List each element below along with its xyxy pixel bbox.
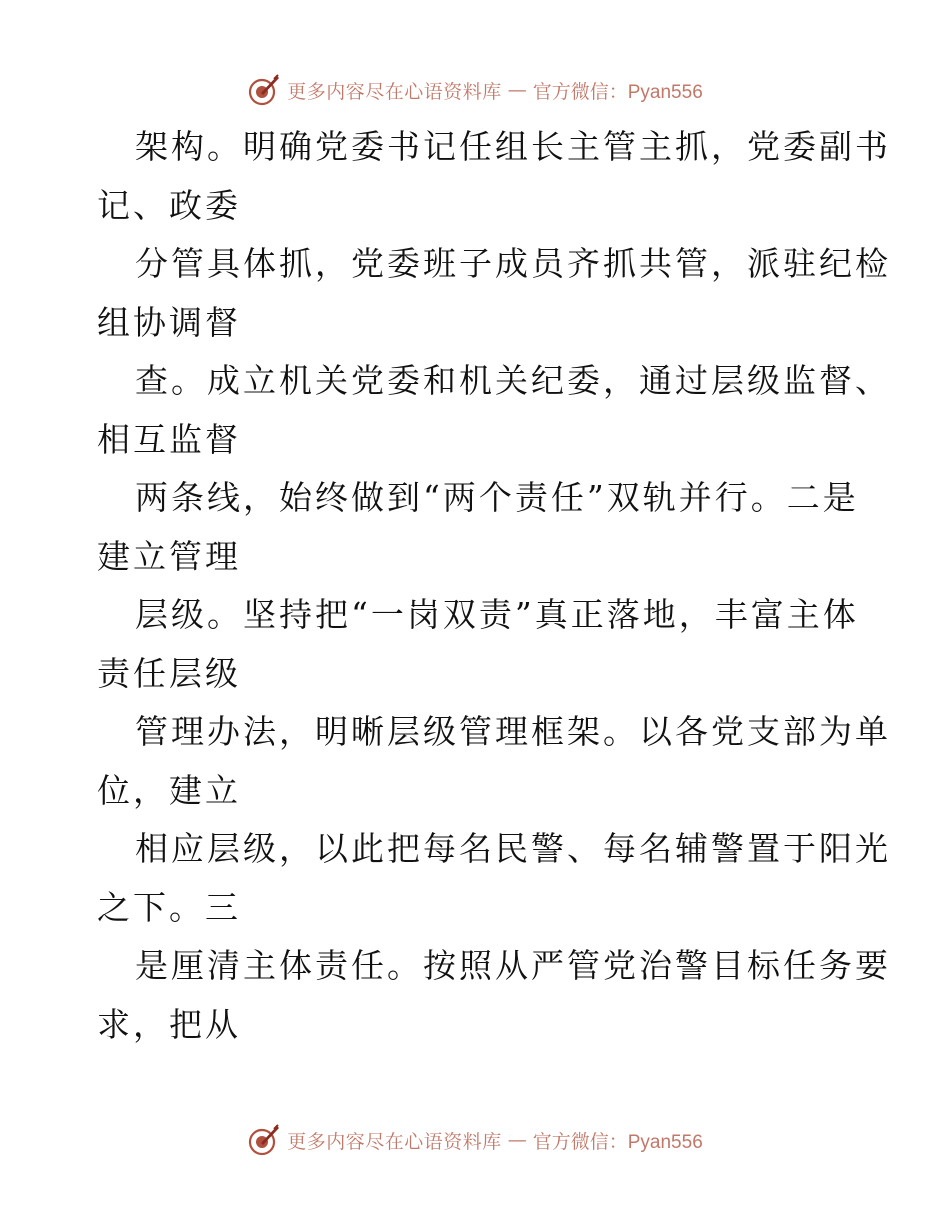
text-line: 架构。明确党委书记任组长主管主抓，党委副书	[135, 127, 891, 166]
text-line: 相应层级，以此把每名民警、每名辅警置于阳光	[135, 829, 891, 868]
banner-separator: —	[507, 1129, 527, 1151]
header-banner	[0, 70, 950, 110]
banner-text: 更多内容尽在心语资料库	[287, 80, 502, 103]
text-line: 查。成立机关党委和机关纪委，通过层级监督、	[135, 361, 891, 400]
text-line: 分管具体抓，党委班子成员齐抓共管，派驻纪检	[135, 244, 891, 283]
text-line: 是厘清主体责任。按照从严管党治警目标任务要	[135, 946, 891, 985]
banner-separator: —	[507, 79, 527, 101]
text-line: 层级。坚持把“一岗双责”真正落地，丰富主体	[135, 595, 859, 634]
text-line: 责任层级	[97, 653, 241, 693]
text-line: 建立管理	[97, 536, 241, 576]
text-line: 两条线，始终做到“两个责任”双轨并行。二是	[135, 478, 859, 517]
quill-seal-icon	[247, 73, 281, 107]
wechat-contact: 官方微信：Pyan556	[532, 1131, 703, 1153]
footer-banner	[0, 1120, 950, 1160]
text-line: 组协调督	[97, 302, 241, 342]
quill-seal-icon	[247, 1123, 281, 1157]
text-line: 求，把从	[97, 1004, 241, 1044]
banner-text: 更多内容尽在心语资料库	[287, 1130, 502, 1153]
text-line: 管理办法，明晰层级管理框架。以各党支部为单	[135, 712, 891, 751]
wechat-contact: 官方微信：Pyan556	[532, 81, 703, 103]
document-body	[97, 118, 891, 1054]
text-line: 记、政委	[97, 185, 241, 225]
text-line: 之下。三	[97, 887, 241, 927]
text-line: 相互监督	[97, 419, 241, 459]
text-line: 位，建立	[97, 770, 241, 810]
